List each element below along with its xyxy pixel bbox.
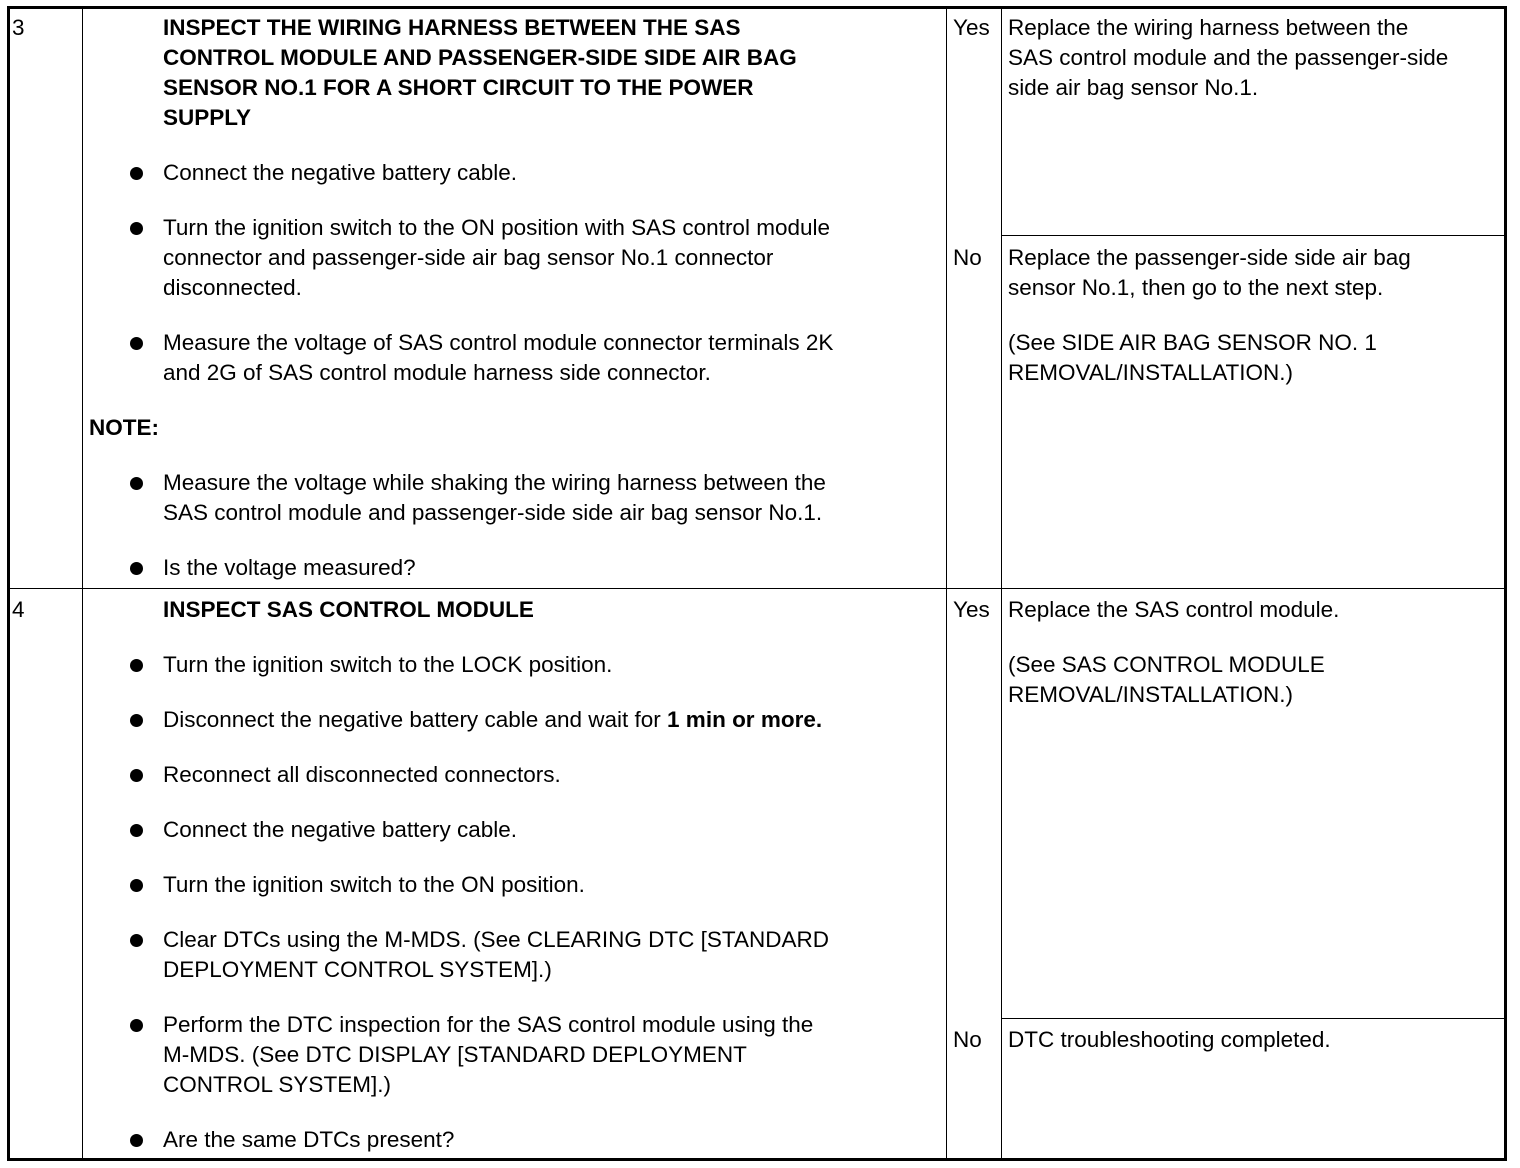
step3-title <box>163 13 943 133</box>
list-item: Turn the ignition switch to the ON position. <box>163 870 943 900</box>
list-item-line: connector and passenger-side air bag sensor No.1 connector <box>163 245 774 270</box>
step3-title-line: SENSOR NO.1 FOR A SHORT CIRCUIT TO THE POWER <box>163 75 754 100</box>
step3-note-bullet-1 <box>163 468 943 528</box>
bullet-icon <box>130 714 143 727</box>
step3-yes-no-separator <box>1001 235 1507 236</box>
step3-title-line: SUPPLY <box>163 105 251 130</box>
step3-no-label: No <box>953 245 982 270</box>
list-item-line: disconnected. <box>163 275 302 300</box>
step4-yes-action: Replace the SAS control module. <box>1008 597 1340 622</box>
step3-title-line: INSPECT THE WIRING HARNESS BETWEEN THE SAS <box>163 15 741 40</box>
list-item: Turn the ignition switch to the ON position with SAS control module <box>163 213 943 243</box>
bullet-icon <box>130 562 143 575</box>
step3-number: 3 <box>12 15 25 40</box>
bullet-icon <box>130 659 143 672</box>
step4-yes-label: Yes <box>953 597 990 622</box>
list-item-line: CONTROL SYSTEM].) <box>163 1072 391 1097</box>
bullet-icon <box>130 1019 143 1032</box>
list-item: Is the voltage measured? <box>163 553 943 583</box>
step4-number: 4 <box>12 597 25 622</box>
step3-bullet-3 <box>163 328 943 388</box>
bullet-icon <box>130 1134 143 1147</box>
bullet-icon <box>130 167 143 180</box>
list-item: Measure the voltage of SAS control module connector terminals 2K <box>163 328 943 358</box>
wait-time: 1 min or more <box>667 707 816 732</box>
step4-bullet-4 <box>163 815 943 845</box>
list-item-line: and 2G of SAS control module harness side connector. <box>163 360 711 385</box>
step4-yes-reference: (See SAS CONTROL MODULE REMOVAL/INSTALLATION.) <box>1008 652 1325 707</box>
table-left-border <box>7 6 10 1161</box>
step4-bullet-7 <box>163 1010 943 1100</box>
step3-no-reference: (See SIDE AIR BAG SENSOR NO. 1 REMOVAL/INSTALLATION.) <box>1008 330 1377 385</box>
step3-no-action: Replace the passenger-side side air bag sensor No.1, then go to the next step. <box>1008 245 1411 300</box>
note-label: NOTE: <box>89 415 159 440</box>
list-item: Reconnect all disconnected connectors. <box>163 760 943 790</box>
table-bottom-border <box>7 1158 1507 1161</box>
list-item-line: M-MDS. (See DTC DISPLAY [STANDARD DEPLOYMENT <box>163 1042 747 1067</box>
list-item: Measure the voltage while shaking the wiring harness between the <box>163 468 943 498</box>
step4-bullet-5 <box>163 870 943 900</box>
list-item: Connect the negative battery cable. <box>163 158 943 188</box>
step4-bullet-8 <box>163 1125 943 1155</box>
step3-note-bullet-2 <box>163 553 943 583</box>
list-item-line: SAS control module and passenger-side side air bag sensor No.1. <box>163 500 823 525</box>
bullet-icon <box>130 477 143 490</box>
step4-bullet-6 <box>163 925 943 985</box>
bullet-icon <box>130 769 143 782</box>
list-item: Disconnect the negative battery cable and wait for 1 min or more. <box>163 705 943 735</box>
bullet-icon <box>130 879 143 892</box>
result-divider <box>946 6 947 1161</box>
bullet-icon <box>130 337 143 350</box>
bullet-icon <box>130 222 143 235</box>
step4-title: INSPECT SAS CONTROL MODULE <box>163 597 534 622</box>
list-item-line: DEPLOYMENT CONTROL SYSTEM].) <box>163 957 552 982</box>
step4-no-label: No <box>953 1027 982 1052</box>
list-item: Connect the negative battery cable. <box>163 815 943 845</box>
step3-bullet-1 <box>163 158 943 188</box>
table-top-border <box>7 6 1507 9</box>
step3-yes-action: Replace the wiring harness between the SAS control module and the passenger-side side air bag sensor No.1. <box>1008 15 1449 100</box>
list-item: Clear DTCs using the M-MDS. (See CLEARING DTC [STANDARD <box>163 925 943 955</box>
list-item: Turn the ignition switch to the LOCK position. <box>163 650 943 680</box>
step-number-divider <box>82 6 83 1161</box>
step3-bullet-2 <box>163 213 943 303</box>
step4-bullet-2 <box>163 705 943 735</box>
step4-bullet-1 <box>163 650 943 680</box>
table-right-border <box>1504 6 1507 1161</box>
step4-yes-no-separator <box>1001 1018 1507 1019</box>
list-item: Are the same DTCs present? <box>163 1125 943 1155</box>
step3-yes-label: Yes <box>953 15 990 40</box>
bullet-icon <box>130 934 143 947</box>
action-divider <box>1001 6 1002 1161</box>
step4-bullet-3 <box>163 760 943 790</box>
step4-no-action: DTC troubleshooting completed. <box>1008 1027 1331 1052</box>
step-separator <box>7 588 1507 589</box>
bullet-icon <box>130 824 143 837</box>
list-item: Perform the DTC inspection for the SAS control module using the <box>163 1010 943 1040</box>
step3-title-line: CONTROL MODULE AND PASSENGER-SIDE SIDE AIR BAG <box>163 45 797 70</box>
